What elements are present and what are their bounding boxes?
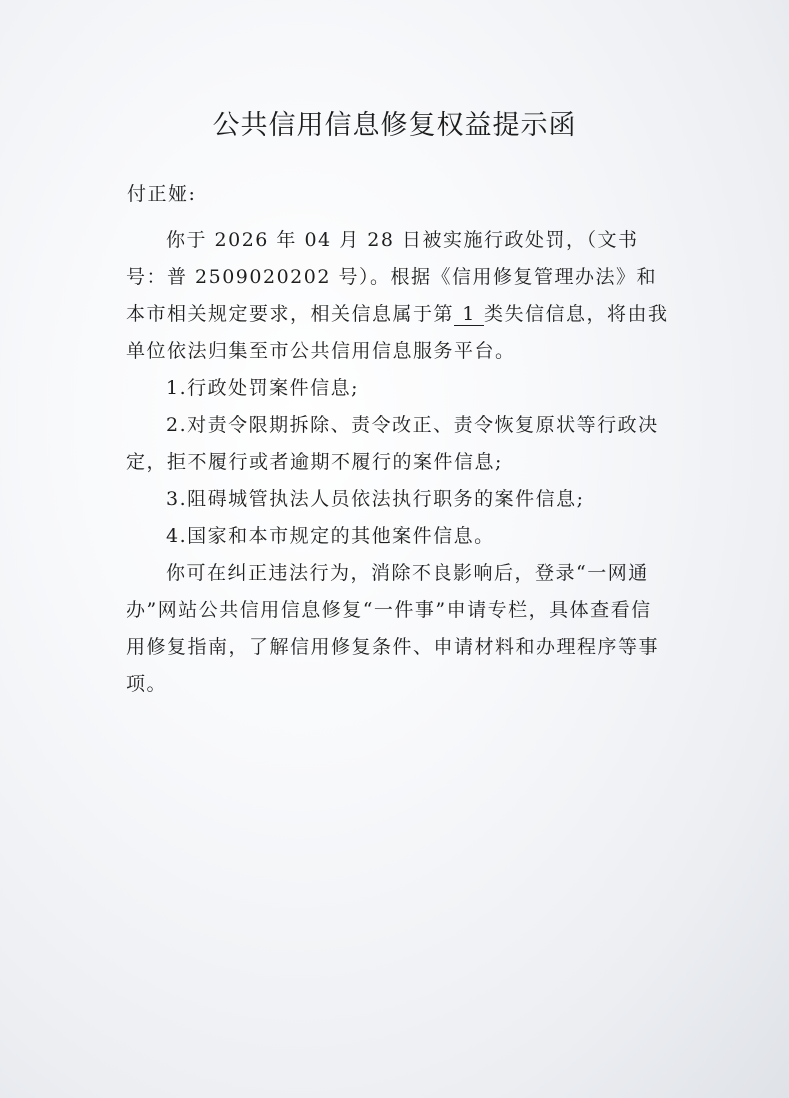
intro-text-part1: 你于 2026 年 04 月 28 日被实施行政处罚，（文书号：普 2509020202 号）。根据《信用修复管理办法》和本市相关规定要求，相关信息属于第	[126, 229, 657, 325]
list-item-4: 4.国家和本市规定的其他案件信息。	[166, 525, 495, 547]
list-item-1: 1.行政处罚案件信息;	[166, 377, 360, 399]
document-body	[126, 222, 671, 703]
document-title: 公共信用信息修复权益提示函	[212, 110, 577, 141]
category-number-blank: 1	[454, 303, 484, 326]
recipient-salutation: 付正娅:	[127, 183, 197, 205]
list-item-2: 2.对责令限期拆除、责令改正、责令恢复原状等行政决定，拒不履行或者逾期不履行的案件信息;	[126, 414, 659, 473]
closing-paragraph: 你可在纠正违法行为，消除不良影响后，登录“一网通办”网站公共信用信息修复“一件事”申请专栏，具体查看信用修复指南，了解信用修复条件、申请材料和办理程序等事项。	[126, 562, 660, 695]
intro-paragraph	[126, 222, 671, 370]
list-item-3: 3.阻碍城管执法人员依法执行职务的案件信息;	[166, 488, 585, 510]
intro-text-part2: 类失信信息，将由我单位依法归集至市公共信用信息服务平台。	[126, 303, 669, 362]
